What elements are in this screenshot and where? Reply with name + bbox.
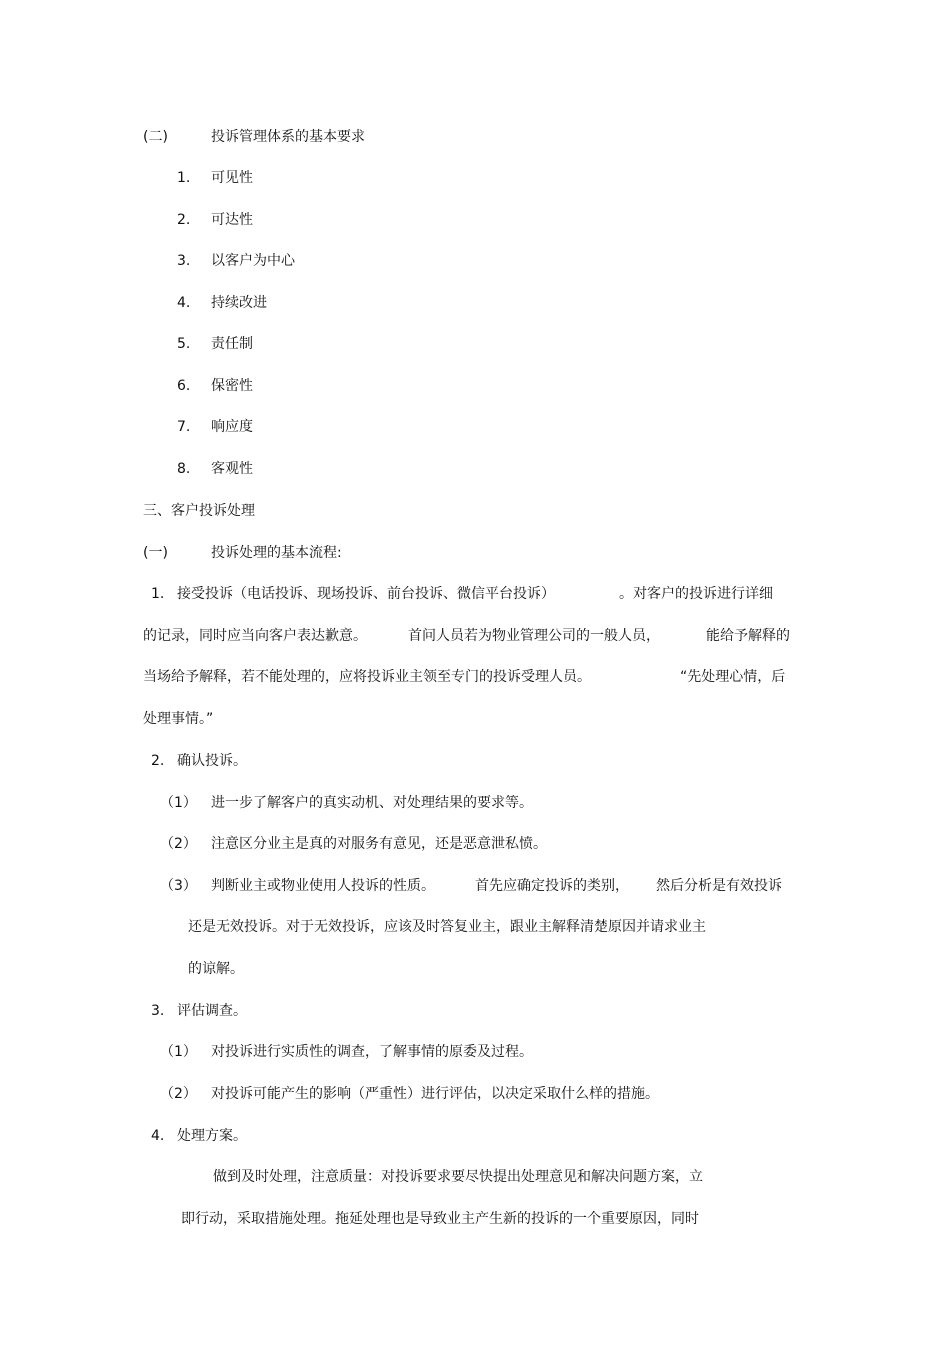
list-number: 8. (177, 461, 191, 477)
list-number: 1. (177, 170, 191, 186)
paragraph-text: 能给予解释的 (706, 628, 790, 644)
paragraph-text: 即行动，采取措施处理。拖延处理也是导致业主产生新的投诉的一个重要原因，同时 (181, 1211, 699, 1227)
paragraph-text: 的记录，同时应当向客户表达歉意。 (143, 628, 367, 644)
list-item: 客观性 (211, 461, 253, 477)
list-item: 以客户为中心 (211, 253, 295, 269)
part-heading: 三、客户投诉处理 (143, 503, 255, 519)
paragraph-text: 对投诉进行实质性的调查，了解事情的原委及过程。 (211, 1044, 533, 1060)
list-item: 可达性 (211, 212, 253, 228)
list-number: 4. (177, 295, 191, 311)
list-number: 3. (177, 253, 191, 269)
list-number: 5. (177, 336, 191, 352)
list-item: 责任制 (211, 336, 253, 352)
paragraph-text: “先处理心情，后 (680, 669, 786, 685)
sub-marker: （2） (160, 1086, 197, 1102)
step-number: 4. (151, 1128, 165, 1144)
paragraph-text: 判断业主或物业使用人投诉的性质。 (211, 878, 435, 894)
step-number: 2. (151, 753, 165, 769)
step-number: 3. (151, 1003, 165, 1019)
paragraph-text: 然后分析是有效投诉 (656, 878, 782, 894)
step-title: 评估调查。 (177, 1003, 247, 1019)
sub-marker: （3） (160, 878, 197, 894)
section-marker: (二) (143, 129, 168, 145)
step-title: 处理方案。 (177, 1128, 247, 1144)
subsection-marker: (一) (143, 545, 168, 561)
paragraph-text: 还是无效投诉。对于无效投诉，应该及时答复业主，跟业主解释清楚原因并请求业主 (188, 919, 706, 935)
list-item: 保密性 (211, 378, 253, 394)
step-title: 确认投诉。 (177, 753, 247, 769)
subsection-title: 投诉处理的基本流程: (211, 545, 342, 561)
paragraph-text: 做到及时处理，注意质量：对投诉要求要尽快提出处理意见和解决问题方案，立 (213, 1169, 703, 1185)
paragraph-text: 接受投诉（电话投诉、现场投诉、前台投诉、微信平台投诉） (177, 586, 555, 602)
paragraph-text: 对投诉可能产生的影响（严重性）进行评估，以决定采取什么样的措施。 (211, 1086, 659, 1102)
paragraph-text: 进一步了解客户的真实动机、对处理结果的要求等。 (211, 795, 533, 811)
list-number: 2. (177, 212, 191, 228)
list-number: 7. (177, 419, 191, 435)
list-item: 持续改进 (211, 295, 267, 311)
list-item: 响应度 (211, 419, 253, 435)
paragraph-text: 处理事情。” (143, 711, 214, 727)
list-number: 6. (177, 378, 191, 394)
paragraph-text: 首问人员若为物业管理公司的一般人员， (408, 628, 660, 644)
paragraph-text: 当场给予解释，若不能处理的，应将投诉业主领至专门的投诉受理人员。 (143, 669, 591, 685)
paragraph-text: 注意区分业主是真的对服务有意见，还是恶意泄私愤。 (211, 836, 547, 852)
step-number: 1. (151, 586, 165, 602)
sub-marker: （2） (160, 836, 197, 852)
sub-marker: （1） (160, 795, 197, 811)
paragraph-text: 的谅解。 (188, 961, 244, 977)
list-item: 可见性 (211, 170, 253, 186)
sub-marker: （1） (160, 1044, 197, 1060)
paragraph-text: 。对客户的投诉进行详细 (619, 586, 773, 602)
section-title: 投诉管理体系的基本要求 (211, 129, 365, 145)
paragraph-text: 首先应确定投诉的类别， (475, 878, 629, 894)
